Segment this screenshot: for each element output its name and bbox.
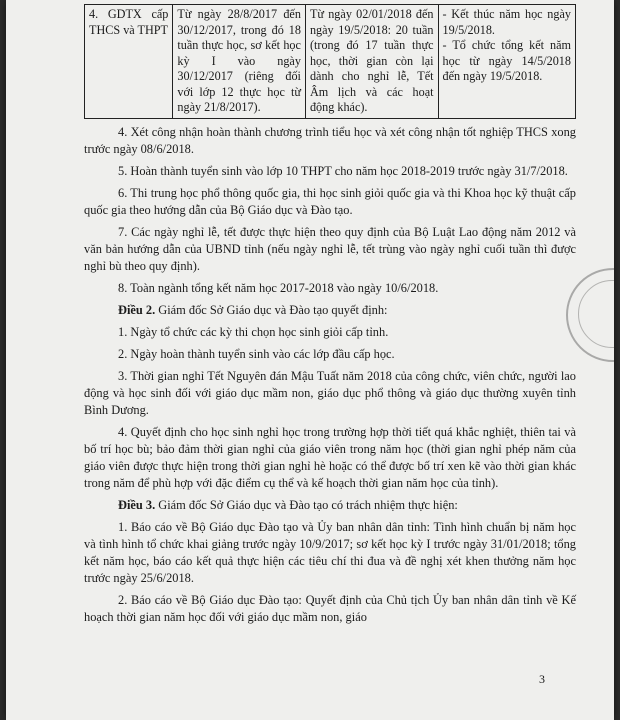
page-number: 3: [539, 672, 545, 686]
article-3-item: 1. Báo cáo về Bộ Giáo dục Đào tạo và Ủy ban nhân dân tỉnh: Tình hình chuẩn bị năm học và tình hình tổ chức khai giảng trước ngày 10/9/2017; sơ kết học kỳ I trước ngày 31/01/2018; tổng kết năm học, báo cáo kết quả thực hiện các tiêu chí thi đua và đề nghị xét khen thưởng năm học trước ngày 25/6/2018.: [84, 519, 576, 585]
paragraph-4: 4. Xét công nhận hoàn thành chương trình tiểu học và xét công nhận tốt nghiệp THCS xong trước ngày 08/6/2018.: [84, 124, 576, 156]
article-2-item: 4. Quyết định cho học sinh nghỉ học trong trường hợp thời tiết quá khắc nghiệt, thiên tai và bố trí học bù; bảo đảm thời gian nghỉ của giáo viên trong năm học (thời gian nghỉ phép năm của giáo viên được thực hiện trong thời gian nghỉ hè hoặc có thể được bố trí xen kẽ vào thời gian khác trong năm để phù hợp với đặc điểm cụ thể và kế hoạch thời gian năm học của tỉnh).: [84, 424, 576, 490]
article-2-label: Điều 2.: [118, 302, 156, 317]
article-2-intro: Giám đốc Sở Giáo dục và Đào tạo quyết định:: [155, 302, 388, 317]
article-2-item: 2. Ngày hoàn thành tuyển sinh vào các lớp đầu cấp học.: [118, 346, 395, 361]
table-cell-semester-2: Từ ngày 02/01/2018 đến ngày 19/5/2018: 20 tuần (trong đó 17 tuần thực học, thời gian còn lại dành cho nghỉ lễ, Tết Âm lịch và các hoạt động khác).: [305, 5, 438, 119]
schedule-table: [84, 4, 576, 119]
end-of-year-line-2: - Tổ chức tổng kết năm học từ ngày 14/5/2018 đến ngày 19/5/2018.: [442, 38, 571, 83]
table-cell-level: 4. GDTX cấp THCS và THPT: [85, 5, 173, 119]
article-3-item: 2. Báo cáo về Bộ Giáo dục Đào tạo: Quyết định của Chủ tịch Ủy ban nhân dân tỉnh về Kế hoạch thời gian năm học đối với giáo dục mầm non, giáo: [84, 592, 576, 624]
paragraph-8: 8. Toàn ngành tổng kết năm học 2017-2018 vào ngày 10/6/2018.: [118, 280, 439, 295]
article-2-item: 3. Thời gian nghỉ Tết Nguyên đán Mậu Tuất năm 2018 của công chức, viên chức, người lao động và học sinh đối với giáo dục mầm non, giáo dục phổ thông và giáo dục thường xuyên tỉnh Bình Dương.: [84, 368, 576, 417]
paragraph-7: 7. Các ngày nghỉ lễ, tết được thực hiện theo quy định của Bộ Luật Lao động năm 2012 và văn bản hướng dẫn của UBND tỉnh (nếu ngày nghỉ lễ, tết trùng vào ngày nghỉ cuối tuần thì được nghỉ bù theo quy định).: [84, 224, 576, 273]
document-body: [84, 4, 576, 626]
article-2-item: 1. Ngày tổ chức các kỳ thi chọn học sinh giỏi cấp tỉnh.: [118, 324, 389, 339]
article-3-intro: Giám đốc Sở Giáo dục và Đào tạo có trách nhiệm thực hiện:: [155, 497, 458, 512]
table-cell-semester-1: Từ ngày 28/8/2017 đến 30/12/2017, trong đó 18 tuần thực học, sơ kết học kỳ I vào ngày 30/12/2017 (riêng đối với lớp 12 thực học từ ngày 21/8/2017).: [173, 5, 306, 119]
table-row: [85, 5, 576, 119]
paragraph-5: 5. Hoàn thành tuyển sinh vào lớp 10 THPT cho năm học 2018-2019 trước ngày 31/7/2018.: [118, 163, 568, 178]
article-2-heading-line: [84, 302, 576, 319]
paragraph-6: 6. Thi trung học phổ thông quốc gia, thi học sinh giỏi quốc gia và thi Khoa học kỹ thuật cấp quốc gia theo hướng dẫn của Bộ Giáo dục và Đào tạo.: [84, 185, 576, 217]
article-3-label: Điều 3.: [118, 497, 156, 512]
end-of-year-line-1: - Kết thúc năm học ngày 19/5/2018.: [442, 7, 571, 37]
table-cell-end-of-year: [438, 5, 576, 119]
document-page: [6, 0, 614, 720]
article-3-heading-line: [84, 497, 576, 514]
